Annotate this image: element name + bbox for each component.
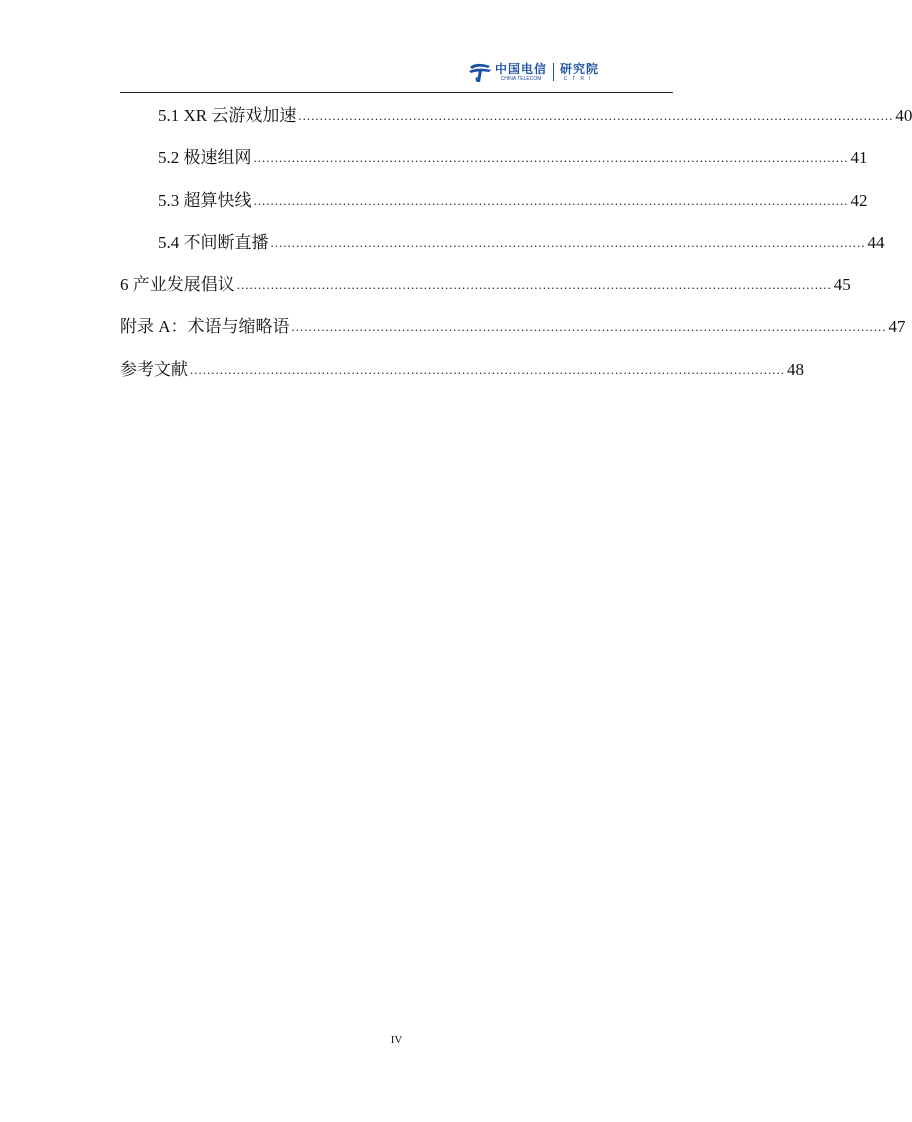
toc-entry-page: 48 xyxy=(787,359,804,379)
toc-entry-title: 参考文献 xyxy=(120,358,190,382)
toc-entry[interactable] xyxy=(120,315,906,357)
logo-divider xyxy=(553,63,554,81)
toc-entry-title: 5.3 超算快线 xyxy=(120,189,254,213)
toc-leader-dots: ............................................................................................................................................ xyxy=(190,361,785,377)
logo-chinese-text: 中国电信 xyxy=(495,61,548,76)
institute-english-text: CTRI xyxy=(563,75,596,82)
toc-entry-page: 44 xyxy=(867,232,885,252)
toc-leader-dots: ............................................................................................................................................ xyxy=(253,150,849,166)
china-telecom-logo-icon xyxy=(468,61,492,83)
toc-leader-dots: ............................................................................................................................................ xyxy=(298,108,894,123)
toc-entry[interactable] xyxy=(120,104,912,146)
toc-entry-page: 40 xyxy=(895,106,912,125)
toc-entry-title: 5.1 XR 云游戏加速 xyxy=(120,104,298,128)
table-of-contents xyxy=(120,104,912,400)
toc-entry-page: 47 xyxy=(888,317,906,337)
page-number: IV xyxy=(390,1034,403,1046)
toc-entry-title: 5.2 极速组网 xyxy=(120,146,254,170)
toc-entry[interactable] xyxy=(120,358,804,400)
toc-entry-page: 45 xyxy=(833,275,851,295)
institute-chinese-text: 研究院 xyxy=(560,61,600,76)
toc-leader-dots: ............................................................................................................................................ xyxy=(253,192,849,208)
toc-entry-title: 6 产业发展倡议 xyxy=(120,273,237,297)
toc-entry[interactable] xyxy=(120,273,851,315)
page-footer xyxy=(0,1034,793,1046)
toc-entry[interactable] xyxy=(120,146,868,188)
toc-entry[interactable] xyxy=(120,231,885,273)
toc-leader-dots: ............................................................................................................................................ xyxy=(236,277,832,293)
toc-leader-dots: ............................................................................................................................................ xyxy=(270,234,866,250)
china-telecom-logo xyxy=(468,58,599,86)
toc-entry[interactable] xyxy=(120,189,868,231)
toc-leader-dots: ............................................................................................................................................ xyxy=(291,319,887,335)
page-header xyxy=(120,52,673,93)
toc-entry-title: 5.4 不间断直播 xyxy=(120,231,271,255)
toc-entry-page: 42 xyxy=(850,190,868,210)
toc-entry-title: 附录 A：术语与缩略语 xyxy=(120,315,292,339)
toc-entry-page: 41 xyxy=(850,148,868,168)
logo-english-text: CHINA TELECOM xyxy=(500,75,542,82)
